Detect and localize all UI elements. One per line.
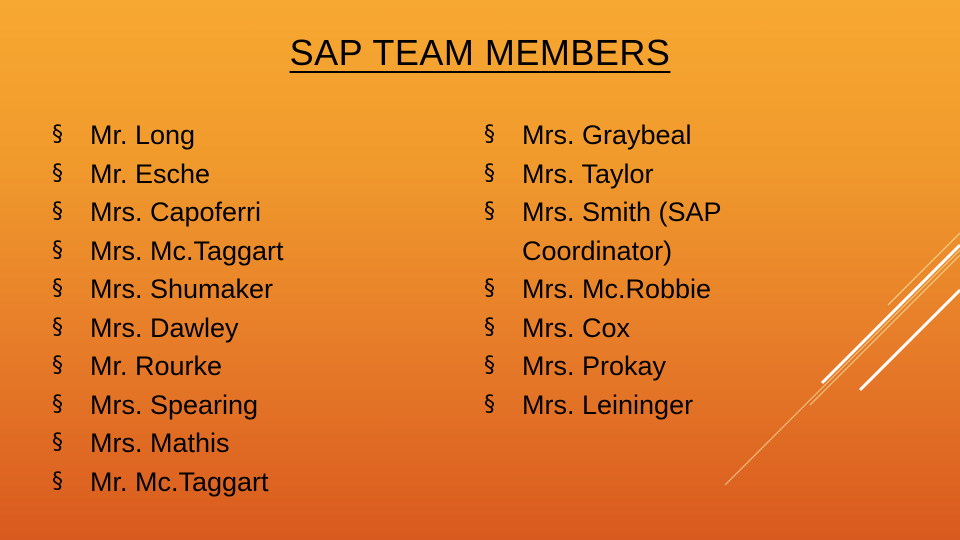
member-name: Mrs. Graybeal bbox=[522, 120, 692, 150]
member-name: Mrs. Taylor bbox=[522, 158, 654, 189]
bullet-icon: § bbox=[52, 430, 63, 455]
member-name: Mrs. Mathis bbox=[90, 428, 230, 458]
bullet-icon: § bbox=[52, 314, 63, 340]
bullet-icon: § bbox=[52, 353, 63, 378]
slide-title: SAP TEAM MEMBERS bbox=[289, 32, 671, 73]
member-name: Mrs. Dawley bbox=[90, 312, 239, 343]
member-name: Mr. Rourke bbox=[90, 351, 223, 381]
bullet-icon: § bbox=[484, 391, 495, 417]
member-name: Mr. Long bbox=[90, 120, 196, 150]
bullet-icon: § bbox=[52, 160, 63, 186]
bullet-icon: § bbox=[484, 276, 495, 301]
member-name: Mrs. Mc.Taggart bbox=[90, 235, 284, 266]
bullet-icon: § bbox=[52, 199, 63, 224]
bullet-icon: § bbox=[484, 314, 495, 340]
diagonal-line-thick-1 bbox=[822, 245, 960, 383]
diagonal-line-thin-2 bbox=[810, 255, 960, 405]
member-name: Mrs. Shumaker bbox=[90, 274, 274, 304]
member-name: Mrs. Smith (SAP Coordinator) bbox=[522, 197, 722, 266]
member-name: Mrs. Capoferri bbox=[90, 197, 262, 227]
diagonal-line-thin-1 bbox=[888, 233, 960, 305]
bullet-icon: § bbox=[52, 237, 63, 263]
member-name: Mrs. Leininger bbox=[522, 389, 694, 420]
member-name: Mrs. Prokay bbox=[522, 351, 667, 381]
member-name: Mr. Mc.Taggart bbox=[90, 466, 269, 497]
bullet-icon: § bbox=[52, 122, 63, 147]
bullet-icon: § bbox=[484, 122, 495, 147]
member-name: Mrs. Cox bbox=[522, 312, 630, 343]
member-name: Mrs. Mc.Robbie bbox=[522, 274, 712, 304]
bullet-icon: § bbox=[484, 353, 495, 378]
bullet-icon: § bbox=[52, 276, 63, 301]
bullet-icon: § bbox=[484, 199, 495, 224]
member-name: Mr. Esche bbox=[90, 158, 211, 189]
member-name: Mrs. Spearing bbox=[90, 389, 259, 420]
bullet-icon: § bbox=[52, 468, 63, 494]
bullet-icon: § bbox=[52, 391, 63, 417]
bullet-icon: § bbox=[484, 160, 495, 186]
diagonal-line-thin-3 bbox=[725, 250, 960, 485]
